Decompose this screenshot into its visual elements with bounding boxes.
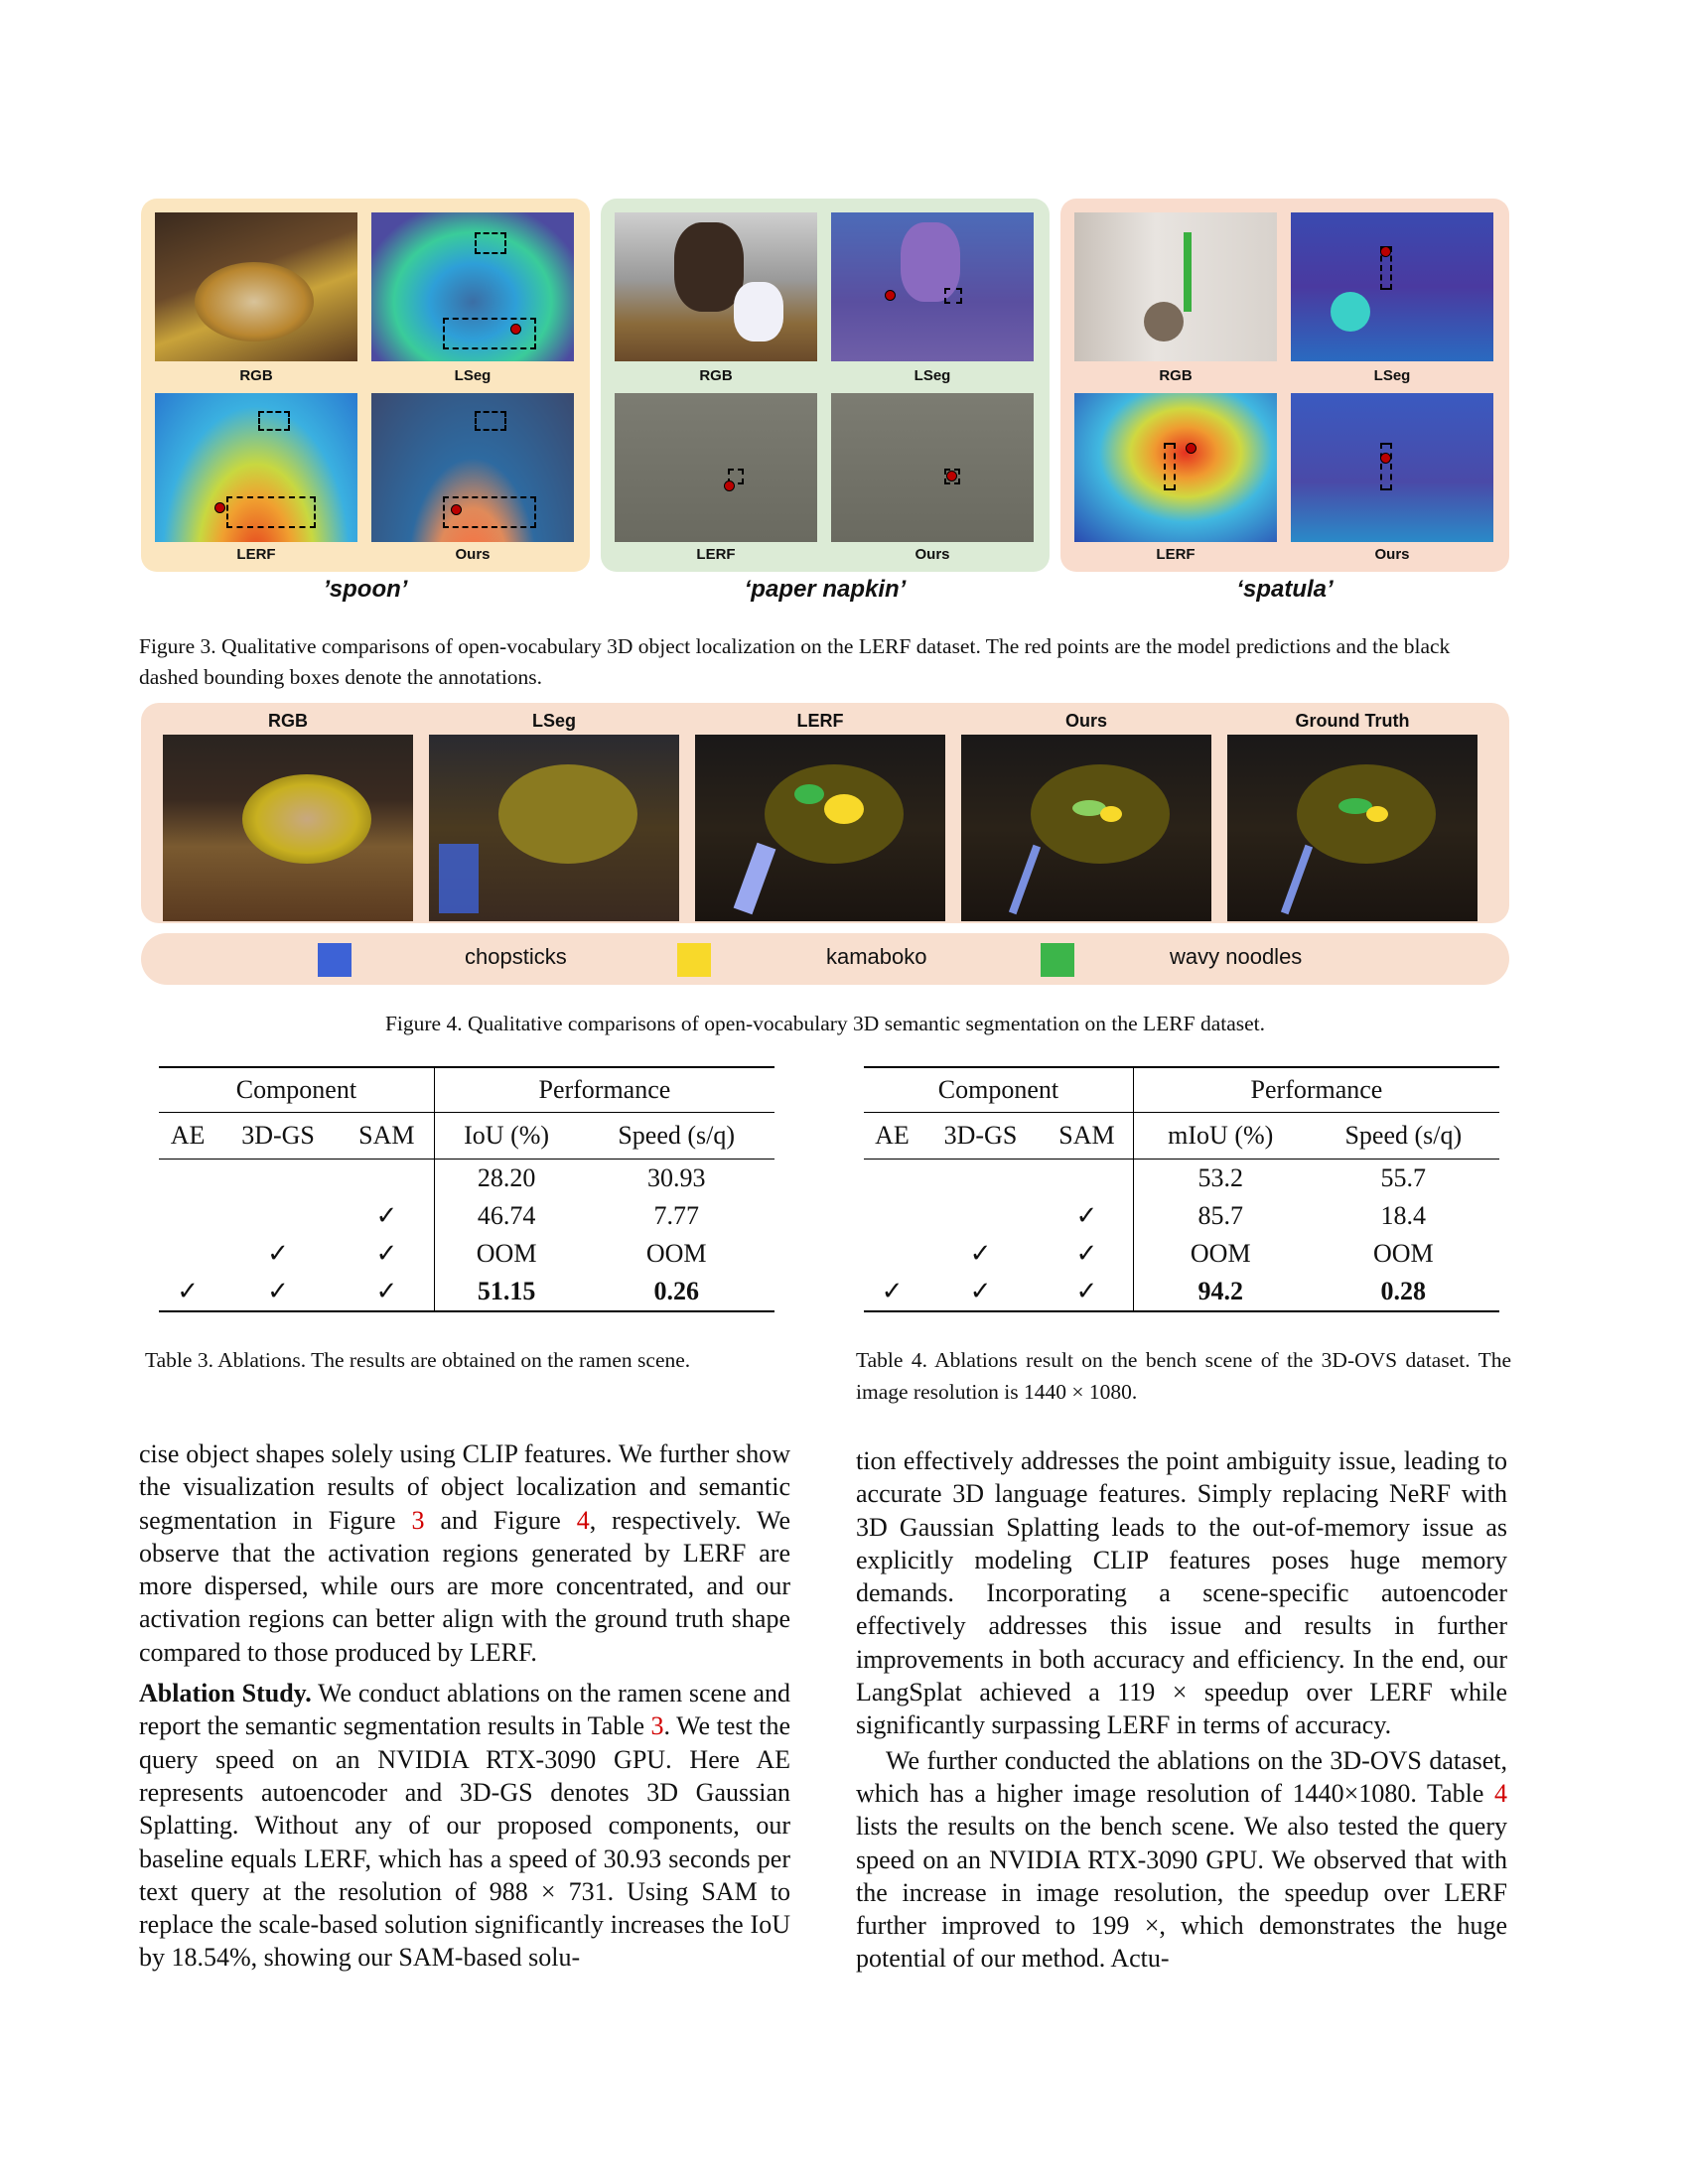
table-cell: 0.26 [653,1277,699,1305]
table-cell: ✓ [1041,1197,1133,1235]
table-cell: 0.28 [1380,1277,1427,1305]
figure-4-column-lseg [429,711,679,921]
annotation-box [1164,443,1176,490]
table-row [159,1273,774,1311]
panel-label: RGB [1159,367,1193,384]
paragraph [139,1677,790,1975]
table-row [864,1160,1499,1198]
prediction-point [946,471,957,481]
table-group-header: Performance [538,1075,671,1104]
table-cell [216,1197,340,1235]
query-label-spoon: ’spoon’ [323,576,408,603]
paragraph [856,1744,1507,1976]
annotation-box [258,411,290,431]
figure-4-ground-truth-image [1227,735,1477,921]
panel-label: LERF [1156,546,1196,563]
table-cell: OOM [1372,1239,1434,1268]
napkin-rgb-image [615,212,817,361]
paragraph: tion effectively addresses the point ambiguity issue, leading to accurate 3D language features. Simply replacing NeRF with 3D Gaussian Splatting leads to the out-of-memory issue as explicitly modeling CLIP features poses huge memory demands. Incorporating a scene-specific autoencoder effectively addresses this issue and results in further improvements in both accuracy and efficiency. In the end, our LangSplat achieved a 119 × speedup over LERF while significantly surpassing LERF in terms of accuracy. [856,1446,1507,1740]
table-4 [864,1066,1499,1312]
table-cell: ✓ [267,1239,289,1268]
napkin-ours-image [831,393,1034,542]
figure-4-lerf-image [695,735,945,921]
text-span: lists the results on the bench scene. We also tested the query speed on an NVIDIA RTX-3090 GPU. We observed that with the increase in image resolution, the speedup over LERF further improved to 199 ×, which demonstrates the huge potential of our method. Actu- [856,1812,1507,1974]
annotation-box [443,318,536,349]
column-label: RGB [268,711,308,731]
spatula-lerf-image [1074,393,1277,542]
legend-swatch-wavy-noodles [1041,943,1074,977]
annotation-box [475,411,506,431]
spatula-ours-image [1291,393,1493,542]
table-row [864,1197,1499,1235]
paragraph [139,1437,790,1669]
table-cell: 30.93 [646,1163,706,1192]
table-reference-link[interactable]: 4 [1494,1778,1507,1808]
table-cell: 7.77 [653,1201,699,1230]
table-cell: ✓ [1041,1273,1133,1311]
table-cell: ✓ [340,1273,434,1311]
figure-4-column-ground-truth [1227,711,1477,921]
prediction-point [885,290,896,301]
table-cell: 53.2 [1197,1163,1243,1192]
table-row [159,1160,774,1198]
panel-label: LERF [696,546,736,563]
table-group-header: Component [864,1067,1133,1113]
legend-label: chopsticks [465,944,567,969]
prediction-point [1380,453,1391,464]
table-cell [864,1235,920,1273]
table-cell: 46.74 [477,1201,536,1230]
annotation-box [226,496,316,528]
section-heading: Ablation Study. [139,1679,312,1708]
text-span: We conduct ablations on the ramen scene and report the semantic segmentation results in Table [139,1679,790,1741]
table-row [864,1235,1499,1273]
table-cell: 28.20 [477,1163,536,1192]
figure-reference-link[interactable]: 4 [576,1505,590,1535]
table-cell: OOM [645,1239,707,1268]
figure-3-panel-spoon [141,199,590,572]
table-cell [159,1197,216,1235]
table-reference-link[interactable]: 3 [650,1711,664,1741]
table-cell: 55.7 [1380,1163,1427,1192]
figure-4-column-rgb [163,711,413,921]
figure-3 [141,199,1509,603]
prediction-point [1186,443,1196,454]
table-cell: OOM [1190,1239,1251,1268]
table-3 [159,1066,774,1312]
table-row [159,1197,774,1235]
table-4-caption: Table 4. Ablations result on the bench scene of the 3D-OVS dataset. The image resolution is 1440 × 1080. [856,1348,1511,1404]
panel-label: RGB [239,367,273,384]
table-cell: ✓ [340,1197,434,1235]
napkin-lerf-image [615,393,817,542]
prediction-point [510,324,521,335]
panel-label: Ours [455,546,491,563]
legend-swatch-kamaboko [677,943,711,977]
table-cell [864,1197,920,1235]
panel-label: RGB [699,367,733,384]
table-cell: 85.7 [1197,1201,1243,1230]
spatula-lseg-image [1291,212,1493,361]
panel-label: LSeg [914,367,951,384]
table-header: Speed (s/q) [618,1121,736,1150]
panel-label: LSeg [454,367,492,384]
table-cell: ✓ [1041,1235,1133,1273]
spatula-rgb-image [1074,212,1277,361]
panel-label: Ours [1374,546,1410,563]
table-row [159,1235,774,1273]
panel-label: Ours [914,546,950,563]
column-label: Ours [1064,711,1107,731]
spoon-ours-image [371,393,574,542]
table-cell [340,1160,434,1198]
table-cell [920,1160,1041,1198]
table-cell: ✓ [267,1277,289,1305]
spoon-lerf-image [155,393,357,542]
table-header: IoU (%) [464,1121,550,1150]
text-span: , respectively. We observe that the activation regions generated by LERF are more dispersed, while ours are more concentrated, and our activation regions can better align with the ground truth shape compared to those produced by LERF. [139,1505,790,1667]
table-cell: ✓ [969,1239,992,1268]
prediction-point [1380,246,1391,257]
table-header: 3D-GS [943,1121,1018,1150]
annotation-box [944,288,962,304]
figure-4 [141,703,1509,923]
table-cell: 18.4 [1380,1201,1427,1230]
table-header: mIoU (%) [1168,1121,1274,1150]
text-span: . We test the query speed on an NVIDIA RTX-3090 GPU. Here AE represents autoencoder and 3D-GS denotes 3D Gaussian Splatting. Without any of our proposed components, our baseline equals LERF, which has a speed of 30.93 seconds per text query at the resolution of 988 × 731. Using SAM to replace the scale-based solution significantly increases the IoU by 18.54%, showing our SAM-based solu- [139,1711,790,1973]
figure-4-column-lerf [695,711,945,921]
table-header: SAM [340,1113,434,1160]
table-header: AE [875,1121,910,1150]
spoon-rgb-image [155,212,357,361]
table-3-caption: Table 3. Ablations. The results are obtained on the ramen scene. [145,1348,691,1372]
figure-4-lseg-image [429,735,679,921]
table-cell: ✓ [177,1277,199,1305]
text-span: We further conducted the ablations on the 3D-OVS dataset, which has a higher image resolution of 1440×1080. Table [856,1745,1507,1808]
right-column [856,1444,1507,1976]
legend-label: kamaboko [826,944,927,969]
spoon-lseg-image [371,212,574,361]
table-group-header: Component [159,1067,434,1113]
column-label: Ground Truth [1295,711,1410,731]
figure-4-ours-image [961,735,1211,921]
figure-4-column-ours [961,711,1211,921]
table-group-header: Performance [1250,1075,1383,1104]
figure-4-rgb-image [163,735,413,921]
legend-label: wavy noodles [1170,944,1303,969]
table-header: Speed (s/q) [1344,1121,1463,1150]
prediction-point [724,480,735,491]
figure-3-caption: Figure 3. Qualitative comparisons of open-vocabulary 3D object localization on the LERF dataset. The red points are the model predictions and the black dashed bounding boxes denote the annotations. [139,634,1451,689]
table-cell: ✓ [881,1277,904,1305]
query-label-spatula: ‘spatula’ [1236,576,1334,603]
legend-swatch-chopsticks [318,943,352,977]
table-cell [1041,1160,1133,1198]
column-label: LSeg [531,711,576,731]
table-cell: ✓ [340,1235,434,1273]
left-column [139,1437,790,1975]
table-cell [920,1197,1041,1235]
table-cell [159,1160,216,1198]
panel-label: LERF [236,546,276,563]
figure-4-caption: Figure 4. Qualitative comparisons of open-vocabulary 3D semantic segmentation on the LERF dataset. [384,1012,1266,1035]
prediction-point [214,502,225,513]
table-cell [159,1235,216,1273]
table-header: AE [170,1121,206,1150]
table-row [864,1273,1499,1311]
table-cell: ✓ [969,1277,992,1305]
table-cell: 51.15 [477,1277,536,1305]
text-span: and Figure [424,1505,577,1535]
table-cell: OOM [476,1239,537,1268]
table-header: SAM [1041,1113,1133,1160]
figure-3-panel-paper-napkin [601,199,1050,572]
text-span: cise object shapes solely using CLIP features. We further show the visualization results of object localization and semantic segmentation in Figure [139,1439,790,1535]
panel-label: LSeg [1373,367,1411,384]
query-label-paper-napkin: ‘paper napkin’ [744,576,907,603]
column-label: LERF [796,711,844,731]
annotation-box [1380,443,1392,490]
table-header: 3D-GS [241,1121,315,1150]
figure-reference-link[interactable]: 3 [411,1505,425,1535]
napkin-lseg-image [831,212,1034,361]
figure-3-panel-spatula [1060,199,1509,572]
figure-4-legend [141,933,1509,985]
table-cell [216,1160,340,1198]
table-cell [864,1160,920,1198]
prediction-point [451,504,462,515]
annotation-box [475,232,506,254]
table-cell: 94.2 [1197,1277,1243,1305]
